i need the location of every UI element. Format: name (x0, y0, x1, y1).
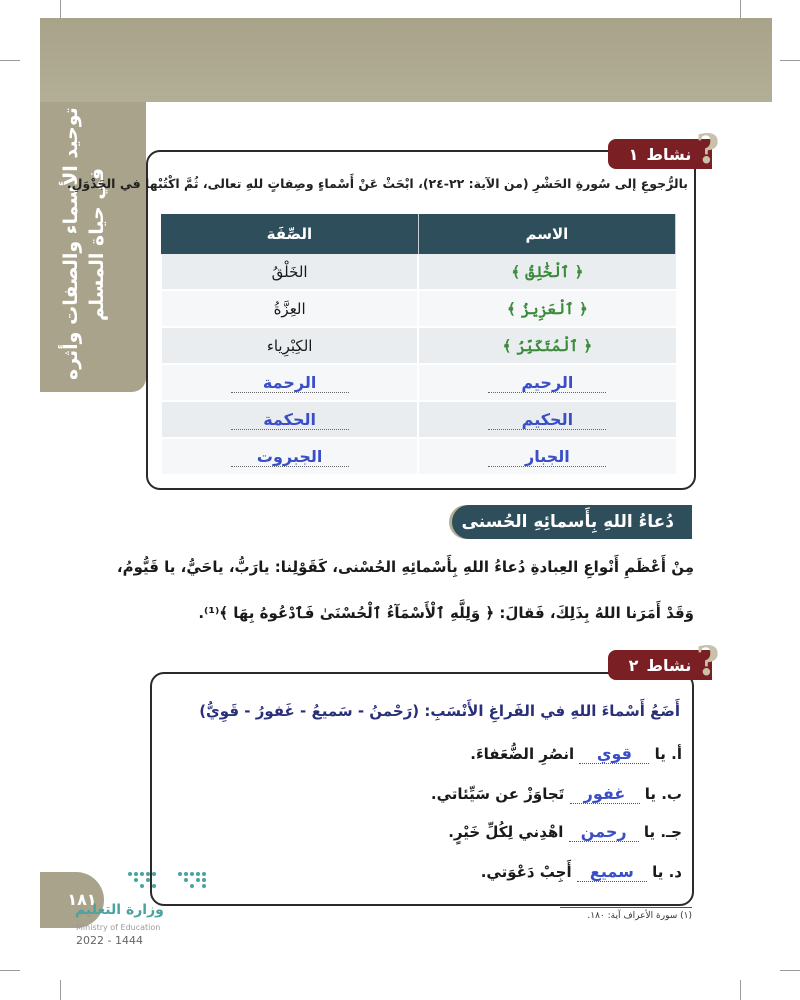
item-answer[interactable]: قوي (579, 744, 649, 764)
header-name: الاسم (418, 214, 675, 254)
item-prefix: أ. يا (654, 745, 682, 763)
header-band (40, 18, 772, 102)
name-cell: ﴿ ٱلْمُتَكَبِّرُ ﴾ (502, 336, 593, 355)
item-answer[interactable]: رحمن (569, 822, 639, 842)
page-number: ١٨١ (67, 890, 97, 909)
fill-item (470, 744, 682, 764)
crop-mark (0, 60, 20, 61)
table-row (161, 364, 676, 401)
attribute-answer[interactable]: الجبروت (231, 447, 349, 467)
section-paragraph-line-1: مِنْ أَعْظَمِ أَنْواعِ العِبادةِ دُعاءُ اللهِ بِأَسْمائِهِ الحُسْنى، كَقَوْلِنا: يارَبُّ، ياحَيُّ، يا قَيُّومُ، (116, 558, 694, 576)
table-row (161, 290, 676, 327)
footnote: (١) سورة الأعراف آية: ١٨٠. (587, 911, 692, 921)
name-answer[interactable]: الرحيم (488, 373, 606, 393)
item-text: اهْدِني لِكُلِّ خَيْرٍ. (448, 823, 564, 841)
name-cell: ﴿ ٱلْعَزِيزُ ﴾ (506, 299, 588, 318)
crop-mark (740, 980, 741, 1000)
crop-mark (60, 0, 61, 18)
crop-mark (60, 980, 61, 1000)
crop-mark (0, 970, 20, 971)
ministry-name-arabic: وزارة التعليم (75, 902, 164, 918)
fill-item (481, 862, 682, 882)
table-row (161, 401, 676, 438)
section-title: دُعاءُ اللهِ بِأَسمائِهِ الحُسنى (452, 505, 692, 539)
ministry-name-english: Ministry of Education (76, 923, 161, 932)
item-text: تَجاوَزْ عن سَيِّئاتي. (430, 785, 565, 803)
attribute-answer[interactable]: الحكمة (231, 410, 349, 430)
fill-item (448, 822, 682, 842)
activity-2-instruction: أَضَعُ أَسْماءَ اللهِ في الفَراغِ الأَنْسَبِ: (رَحْمنُ - سَميعُ - غَفورُ - قَوِيُّ) (199, 702, 680, 720)
fill-item (431, 784, 682, 804)
item-prefix: ب. يا (644, 785, 682, 803)
item-prefix: د. يا (652, 863, 682, 881)
crop-mark (780, 60, 800, 61)
question-mark-icon: ? (696, 126, 720, 173)
activity-number: ١ (628, 144, 639, 164)
attribute-answer[interactable]: الرحمة (231, 373, 349, 393)
names-attributes-table (160, 214, 676, 476)
chapter-title: توحيد الأسماء والصفات وأثره في حياة المسلم (60, 107, 108, 381)
question-mark-icon: ? (696, 638, 720, 685)
activity-1-instruction: بالرُّجوعِ إلى سُورةِ الحَشْرِ (من الآية: ٢٢-٢٤)، ابْحَثْ عَنْ أَسْماءٍ وصِفاتٍ للهِ تعالى، ثُمَّ اكْتُبْها في الجَدْوَلِ. (66, 176, 688, 191)
crop-mark (740, 0, 741, 18)
table-row (161, 254, 676, 290)
attribute-cell: الكِبْرِياء (266, 336, 313, 355)
item-text: انصُرِ الضُّعَفاءَ. (470, 745, 575, 763)
activity-number: ٢ (628, 655, 639, 675)
activity-label: نشاط (646, 655, 692, 675)
ministry-logo-icon (120, 866, 210, 894)
name-cell: ﴿ ٱلْخَٰلِقُ ﴾ (511, 262, 584, 281)
section-paragraph-line-2: وَقَدْ أَمَرَنا اللهُ بِذَلِكَ، فَقالَ: ﴿ وَلِلَّهِ ٱلْأَسْمَآءُ ٱلْحُسْنَىٰ فَٱدْعُوهُ بِهَا ﴾⁽¹⁾. (198, 604, 694, 622)
attribute-cell: الخَلْقُ (271, 262, 308, 281)
edition-year: 2022 - 1444 (76, 934, 143, 947)
header-attribute: الصِّفَة (161, 214, 418, 254)
item-prefix: جـ. يا (643, 823, 682, 841)
item-answer[interactable]: سميع (577, 862, 647, 882)
crop-mark (780, 970, 800, 971)
name-answer[interactable]: الجبار (488, 447, 606, 467)
item-text: أَجِبْ دَعْوَتي. (480, 863, 572, 881)
table-row (161, 438, 676, 475)
activity-label: نشاط (646, 144, 692, 164)
table-row (161, 327, 676, 364)
footnote-rule (560, 907, 692, 908)
item-answer[interactable]: غفور (570, 784, 640, 804)
name-answer[interactable]: الحكيم (488, 410, 606, 430)
attribute-cell: العِزَّةُ (273, 299, 306, 318)
